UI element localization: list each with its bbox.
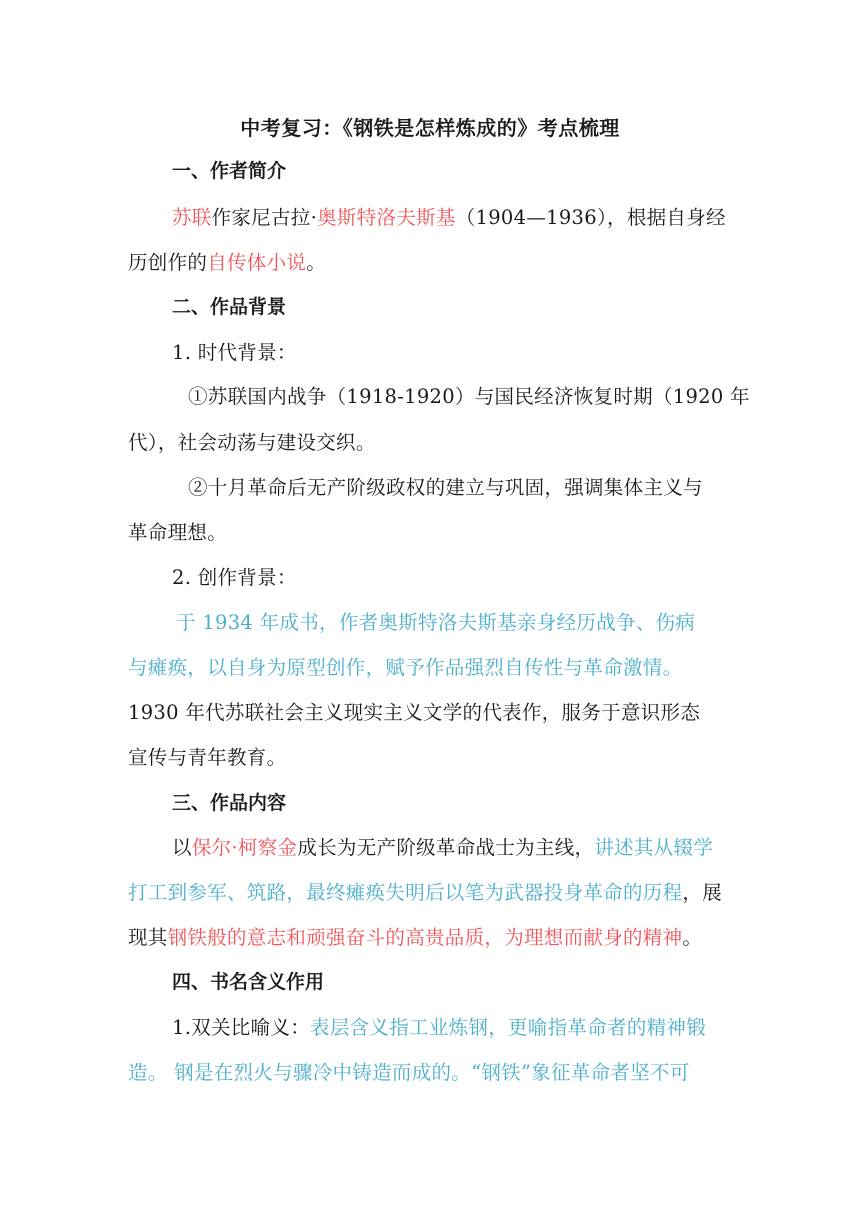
- era-item-2-line-2: 革命理想。: [128, 521, 228, 544]
- creation-label: 2. 创作背景：: [172, 566, 297, 589]
- author-line-1: [172, 203, 782, 233]
- highlight-genre: 自传体小说: [207, 251, 307, 274]
- highlight-protagonist: 保尔·柯察金: [191, 836, 298, 859]
- highlight-country: 苏联: [172, 206, 212, 229]
- era-item-1-line-1: ①苏联国内战争（1918-1920）与国民经济恢复时期（1920 年: [188, 385, 750, 408]
- highlight-meaning: 表层含义指工业炼钢，更喻指革命者的精神锻: [310, 1016, 707, 1039]
- section-heading-content: 三、作品内容: [172, 792, 287, 814]
- content-line-2: [128, 878, 738, 908]
- creation-line-3: 1930 年代苏联社会主义现实主义文学的代表作，服务于意识形态: [128, 701, 701, 724]
- content-line-1: [172, 833, 782, 863]
- text-span: 成长为无产阶级革命战士为主线，: [297, 836, 595, 859]
- creation-line-2: 与瘫痪，以自身为原型创作，赋予作品强烈自传性与革命激情。: [128, 656, 683, 679]
- section-heading-meaning: 四、书名含义作用: [172, 971, 325, 993]
- document-title: 中考复习：《钢铁是怎样炼成的》考点梳理: [240, 116, 620, 140]
- text-span: 。: [306, 251, 327, 274]
- text-span: ，展: [682, 881, 723, 904]
- text-span: （1904—1936），根据自身经: [455, 206, 726, 229]
- meaning-line-2: 造。 钢是在烈火与骤冷中铸造而成的。“钢铁”象征革命者坚不可: [128, 1061, 690, 1084]
- text-span: 1.双关比喻义：: [172, 1016, 311, 1039]
- author-line-2: [128, 248, 738, 278]
- text-span: 。: [682, 926, 703, 949]
- era-label: 1. 时代背景：: [172, 341, 297, 364]
- highlight-plot: 讲述其从辍学: [594, 836, 714, 859]
- creation-line-1: 于 1934 年成书，作者奥斯特洛夫斯基亲身经历战争、伤病: [176, 611, 696, 634]
- section-heading-background: 二、作品背景: [172, 296, 287, 318]
- content-line-3: [128, 923, 738, 953]
- meaning-line-1: [172, 1013, 782, 1043]
- text-span: 历创作的: [128, 251, 208, 274]
- text-span: 现其: [128, 926, 168, 949]
- text-span: 作家尼古拉·: [211, 206, 318, 229]
- section-heading-author: 一、作者简介: [172, 160, 287, 182]
- text-span: 以: [172, 836, 192, 859]
- era-item-1-line-2: 代），社会动荡与建设交织。: [128, 431, 376, 454]
- highlight-theme: 钢铁般的意志和顽强奋斗的高贵品质，为理想而献身的精神: [167, 926, 683, 949]
- era-item-2-line-1: ②十月革命后无产阶级政权的建立与巩固，强调集体主义与: [188, 476, 703, 499]
- highlight-author-name: 奥斯特洛夫斯基: [317, 206, 456, 229]
- creation-line-4: 宣传与青年教育。: [128, 746, 287, 769]
- highlight-plot-cont: 打工到参军、筑路，最终瘫痪失明后以笔为武器投身革命的历程: [128, 881, 683, 904]
